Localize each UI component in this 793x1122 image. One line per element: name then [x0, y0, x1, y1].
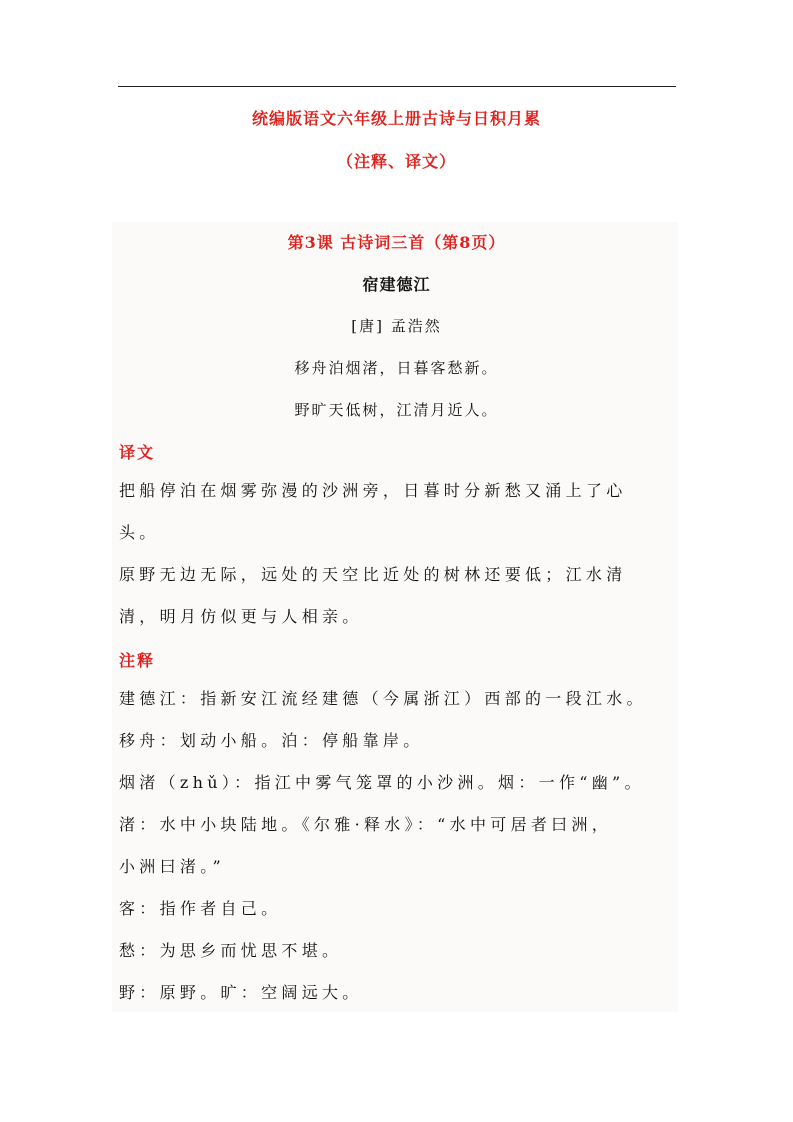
- document-title: 统编版语文六年级上册古诗与日积月累: [251, 109, 541, 128]
- note-line: 野：原野。旷：空阔远大。: [119, 983, 363, 1002]
- poem-line: 移舟泊烟渚，日暮客愁新。: [294, 359, 499, 377]
- translation-line: 原野无边无际，远处的天空比近处的树林还要低；江水清: [119, 565, 627, 584]
- lesson-heading: 第3课 古诗词三首（第8页）: [287, 233, 506, 252]
- translation-line: 清，明月仿似更与人相亲。: [119, 607, 363, 626]
- note-line: 烟渚（zhǔ）：指江中雾气笼罩的小沙洲。烟：一作“幽”。: [119, 773, 645, 792]
- translation-heading: 译文: [119, 443, 156, 462]
- note-line: 移舟：划动小船。泊：停船靠岸。: [119, 731, 424, 750]
- translation-line: 把船停泊在烟雾弥漫的沙洲旁，日暮时分新愁又涌上了心: [119, 481, 627, 500]
- poem-line: 野旷天低树，江清月近人。: [294, 401, 499, 419]
- note-line: 建德江：指新安江流经建德（今属浙江）西部的一段江水。: [119, 689, 647, 708]
- note-line: 愁：为思乡而忧思不堪。: [119, 941, 343, 960]
- document-subtitle: （注释、译文）: [336, 152, 456, 171]
- poem-title: 宿建德江: [362, 275, 431, 294]
- notes-heading: 注释: [119, 651, 156, 670]
- top-divider-rule: [118, 86, 676, 87]
- translation-line: 头。: [119, 523, 160, 542]
- poem-author: [唐] 孟浩然: [351, 317, 442, 335]
- note-line: 渚：水中小块陆地。《尔雅·释水》：“水中可居者曰洲，: [119, 815, 613, 834]
- note-line: 小洲曰渚。”: [119, 857, 225, 876]
- note-line: 客：指作者自己。: [119, 899, 282, 918]
